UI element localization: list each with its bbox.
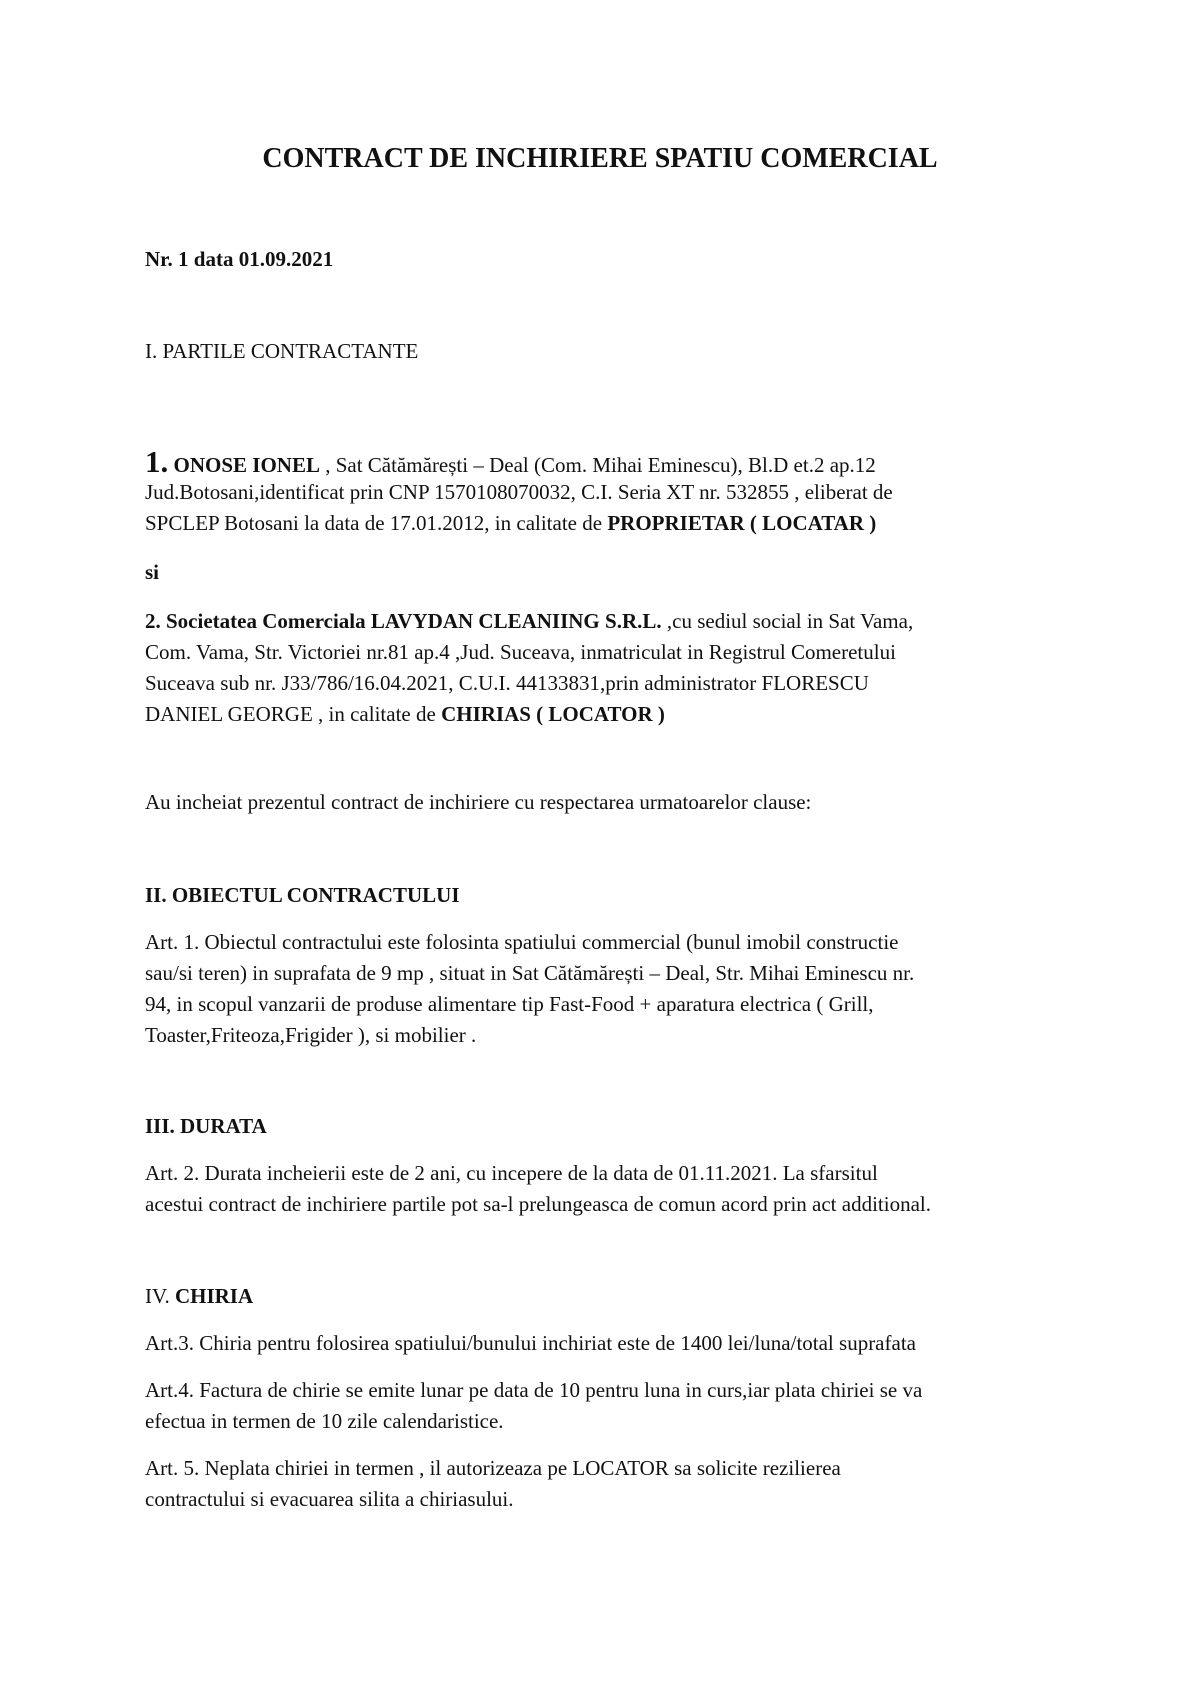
art4-line-1: Art.4. Factura de chirie se emite lunar pe data de 10 pentru luna in curs,iar plata chiriei se va	[145, 1378, 923, 1402]
art1-line-4: Toaster,Friteoza,Frigider ), si mobilier .	[145, 1023, 477, 1047]
section-heading-rent	[145, 1281, 253, 1313]
party1-line-3-text: SPCLEP Botosani la data de 17.01.2012, in calitate de	[145, 511, 608, 535]
party1-name: ONOSE IONEL	[173, 453, 320, 477]
section-heading-object: II. OBIECTUL CONTRACTULUI	[145, 883, 460, 907]
art3-line: Art.3. Chiria pentru folosirea spatiului/bunului inchiriat este de 1400 lei/luna/total suprafata	[145, 1331, 916, 1355]
party1-address-start: , Sat Cătămărești – Deal (Com. Mihai Eminescu), Bl.D et.2 ap.12	[319, 453, 876, 477]
party1-line-2: Jud.Botosani,identificat prin CNP 1570108070032, C.I. Seria XT nr. 532855 , eliberat de	[145, 480, 893, 504]
art1-line-1: Art. 1. Obiectul contractului este folosinta spatiului commercial (bunul imobil constructie	[145, 930, 899, 954]
section-heading-rent-title: CHIRIA	[174, 1284, 254, 1308]
art2-line-2: acestui contract de inchiriere partile pot sa-l prelungeasca de comun acord prin act additional.	[145, 1192, 931, 1216]
party2-role: CHIRIAS ( LOCATOR )	[441, 702, 665, 726]
art1-line-2: sau/si teren) in suprafata de 9 mp , situat in Sat Cătămărești – Deal, Str. Mihai Eminescu nr.	[145, 961, 915, 985]
party2-line-3: Suceava sub nr. J33/786/16.04.2021, C.U.I. 44133831,prin administrator FLORESCU	[145, 671, 869, 695]
party1-role: PROPRIETAR ( LOCATAR )	[607, 511, 877, 535]
party2-line-4-text: DANIEL GEORGE , in calitate de	[145, 702, 442, 726]
party1-line-3	[145, 508, 876, 540]
and-word: si	[145, 560, 160, 584]
section-heading-parties: I. PARTILE CONTRACTANTE	[145, 339, 419, 363]
party1-number: 1.	[145, 444, 169, 479]
art2-line-1: Art. 2. Durata incheierii este de 2 ani, cu incepere de la data de 01.11.2021. La sfarsitul	[145, 1161, 878, 1185]
intro-paragraph: Au incheiat prezentul contract de inchiriere cu respectarea urmatoarelor clause:	[145, 790, 812, 814]
party2-line-2: Com. Vama, Str. Victoriei nr.81 ap.4 ,Jud. Suceava, inmatriculat in Registrul Comeretului	[145, 640, 896, 664]
art4-line-2: efectua in termen de 10 zile calendaristice.	[145, 1409, 504, 1433]
section-heading-duration: III. DURATA	[145, 1114, 267, 1138]
party2-company: 2. Societatea Comerciala LAVYDAN CLEANIING S.R.L.	[145, 609, 662, 633]
party2-address-start: ,cu sediul social in Sat Vama,	[661, 609, 914, 633]
party2-line-1	[145, 606, 913, 638]
contract-title: CONTRACT DE INCHIRIERE SPATIU COMERCIAL	[262, 143, 938, 174]
party2-line-4	[145, 699, 665, 731]
art5-line-1: Art. 5. Neplata chiriei in termen , il autorizeaza pe LOCATOR sa solicite rezilierea	[145, 1456, 841, 1480]
contract-number-line: Nr. 1 data 01.09.2021	[145, 247, 334, 271]
art1-line-3: 94, in scopul vanzarii de produse alimentare tip Fast-Food + aparatura electrica ( Grill,	[145, 992, 874, 1016]
art5-line-2: contractului si evacuarea silita a chiriasului.	[145, 1487, 514, 1511]
section-heading-rent-number: IV.	[145, 1284, 175, 1308]
